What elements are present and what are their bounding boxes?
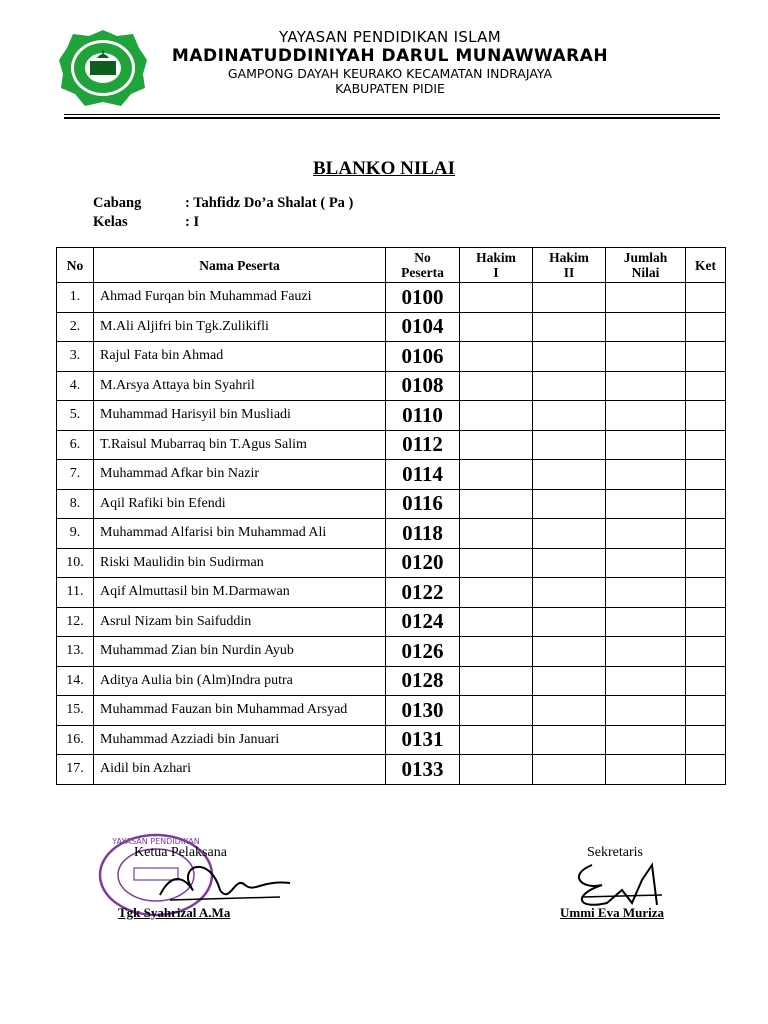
table-row [57,666,726,696]
participant-name: Aidil bin Azhari [94,755,386,785]
participant-number: 0110 [386,401,460,431]
row-number: 12. [57,607,94,637]
participant-number: 0108 [386,371,460,401]
hakim-1-score [460,578,533,608]
school-logo-icon [57,28,149,108]
total-score [606,666,686,696]
table-row [57,696,726,726]
hakim-2-score [533,666,606,696]
participant-number: 0120 [386,548,460,578]
hakim-1-score [460,725,533,755]
meta-cabang [93,195,353,214]
svg-text:YAYASAN PENDIDIKAN: YAYASAN PENDIDIKAN [112,837,200,846]
participant-number: 0130 [386,696,460,726]
participant-number: 0100 [386,283,460,313]
participant-number: 0116 [386,489,460,519]
hakim-1-score [460,696,533,726]
remarks [686,283,726,313]
hakim-2-score [533,696,606,726]
address-line-2: KABUPATEN PIDIE [335,81,445,96]
table-row [57,460,726,490]
participant-name: M.Ali Aljifri bin Tgk.Zulikifli [94,312,386,342]
hakim-2-score [533,548,606,578]
hakim-1-score [460,755,533,785]
row-number: 11. [57,578,94,608]
hakim-2-score [533,371,606,401]
remarks [686,401,726,431]
header-no-peserta: No Peserta [386,248,460,283]
row-number: 17. [57,755,94,785]
participant-name: Muhammad Afkar bin Nazir [94,460,386,490]
total-score [606,489,686,519]
participant-name: Riski Maulidin bin Sudirman [94,548,386,578]
participant-number: 0106 [386,342,460,372]
hakim-2-score [533,430,606,460]
score-table [56,247,726,785]
cabang-label: Cabang [93,195,142,211]
row-number: 6. [57,430,94,460]
hakim-1-score [460,430,533,460]
total-score [606,283,686,313]
total-score [606,696,686,726]
total-score [606,460,686,490]
letterhead [150,28,630,96]
left-signature-name: Tgk Syahrizal A.Ma [118,905,231,920]
cabang-value: : Tahfidz Do’a Shalat ( Pa ) [185,195,354,211]
total-score [606,342,686,372]
total-score [606,725,686,755]
table-row [57,342,726,372]
remarks [686,578,726,608]
total-score [606,755,686,785]
participant-number: 0112 [386,430,460,460]
hakim-2-score [533,519,606,549]
table-row [57,637,726,667]
remarks [686,519,726,549]
total-score [606,548,686,578]
hakim-2-score [533,637,606,667]
table-row [57,578,726,608]
kelas-value: : I [185,214,200,230]
address-line-1: GAMPONG DAYAH KEURAKO KECAMATAN INDRAJAYA [227,66,553,81]
header-hakim-1: Hakim I [460,248,533,283]
participant-name: Muhammad Fauzan bin Muhammad Arsyad [94,696,386,726]
remarks [686,548,726,578]
hakim-2-score [533,578,606,608]
participant-name: Asrul Nizam bin Saifuddin [94,607,386,637]
foundation-name: YAYASAN PENDIDIKAN ISLAM [279,28,501,46]
row-number: 15. [57,696,94,726]
participant-number: 0133 [386,755,460,785]
header-hakim-2: Hakim II [533,248,606,283]
remarks [686,637,726,667]
total-score [606,371,686,401]
total-score [606,519,686,549]
table-row [57,489,726,519]
participant-name: Aqif Almuttasil bin M.Darmawan [94,578,386,608]
header-divider-thin [64,114,720,115]
hakim-1-score [460,401,533,431]
participant-name: Muhammad Azziadi bin Januari [94,725,386,755]
hakim-2-score [533,460,606,490]
hakim-2-score [533,342,606,372]
kelas-label: Kelas [93,214,128,230]
remarks [686,312,726,342]
table-row [57,519,726,549]
hakim-1-score [460,342,533,372]
participant-name: Rajul Fata bin Ahmad [94,342,386,372]
hakim-1-score [460,489,533,519]
remarks [686,489,726,519]
hakim-1-score [460,371,533,401]
header-ket: Ket [686,248,726,283]
participant-name: Ahmad Furqan bin Muhammad Fauzi [94,283,386,313]
total-score [606,637,686,667]
hakim-2-score [533,607,606,637]
total-score [606,578,686,608]
hakim-2-score [533,755,606,785]
hakim-1-score [460,548,533,578]
participant-number: 0118 [386,519,460,549]
row-number: 4. [57,371,94,401]
hakim-2-score [533,401,606,431]
header-nama: Nama Peserta [94,248,386,283]
row-number: 16. [57,725,94,755]
right-signature-name: Ummi Eva Muriza [560,905,664,920]
table-row [57,755,726,785]
table-body [57,283,726,785]
participant-number: 0114 [386,460,460,490]
meta-kelas [93,214,353,233]
remarks [686,607,726,637]
hakim-1-score [460,607,533,637]
hakim-1-score [460,460,533,490]
total-score [606,607,686,637]
remarks [686,430,726,460]
row-number: 7. [57,460,94,490]
remarks [686,342,726,372]
right-signature-title: Sekretaris [587,845,643,860]
header-divider-thick [64,117,720,119]
participant-name: Muhammad Harisyil bin Musliadi [94,401,386,431]
row-number: 3. [57,342,94,372]
row-number: 14. [57,666,94,696]
total-score [606,401,686,431]
participant-name: Aqil Rafiki bin Efendi [94,489,386,519]
table-row [57,312,726,342]
row-number: 2. [57,312,94,342]
participant-name: M.Arsya Attaya bin Syahril [94,371,386,401]
participant-number: 0128 [386,666,460,696]
participant-number: 0104 [386,312,460,342]
table-header-row [57,248,726,283]
participant-number: 0124 [386,607,460,637]
table-row [57,283,726,313]
participant-name: Aditya Aulia bin (Alm)Indra putra [94,666,386,696]
hakim-2-score [533,725,606,755]
left-signature-title: Ketua Pelaksana [134,845,227,860]
meta-info [93,195,353,233]
row-number: 1. [57,283,94,313]
header-no: No [57,248,94,283]
remarks [686,755,726,785]
hakim-1-score [460,666,533,696]
participant-name: Muhammad Alfarisi bin Muhammad Ali [94,519,386,549]
table-row [57,607,726,637]
participant-name: Muhammad Zian bin Nurdin Ayub [94,637,386,667]
row-number: 8. [57,489,94,519]
total-score [606,312,686,342]
school-name: MADINATUDDINIYAH DARUL MUNAWWARAH [171,46,609,66]
row-number: 5. [57,401,94,431]
table-row [57,725,726,755]
table-row [57,401,726,431]
row-number: 9. [57,519,94,549]
remarks [686,725,726,755]
row-number: 10. [57,548,94,578]
remarks [686,371,726,401]
document-title: BLANKO NILAI [313,158,455,179]
total-score [606,430,686,460]
hakim-1-score [460,637,533,667]
hakim-2-score [533,312,606,342]
participant-number: 0122 [386,578,460,608]
remarks [686,460,726,490]
hakim-1-score [460,519,533,549]
participant-number: 0126 [386,637,460,667]
header-jumlah-nilai: Jumlah Nilai [606,248,686,283]
participant-name: T.Raisul Mubarraq bin T.Agus Salim [94,430,386,460]
row-number: 13. [57,637,94,667]
table-row [57,371,726,401]
remarks [686,666,726,696]
table-row [57,548,726,578]
hakim-1-score [460,283,533,313]
hakim-2-score [533,283,606,313]
hakim-2-score [533,489,606,519]
participant-number: 0131 [386,725,460,755]
hakim-1-score [460,312,533,342]
remarks [686,696,726,726]
table-row [57,430,726,460]
